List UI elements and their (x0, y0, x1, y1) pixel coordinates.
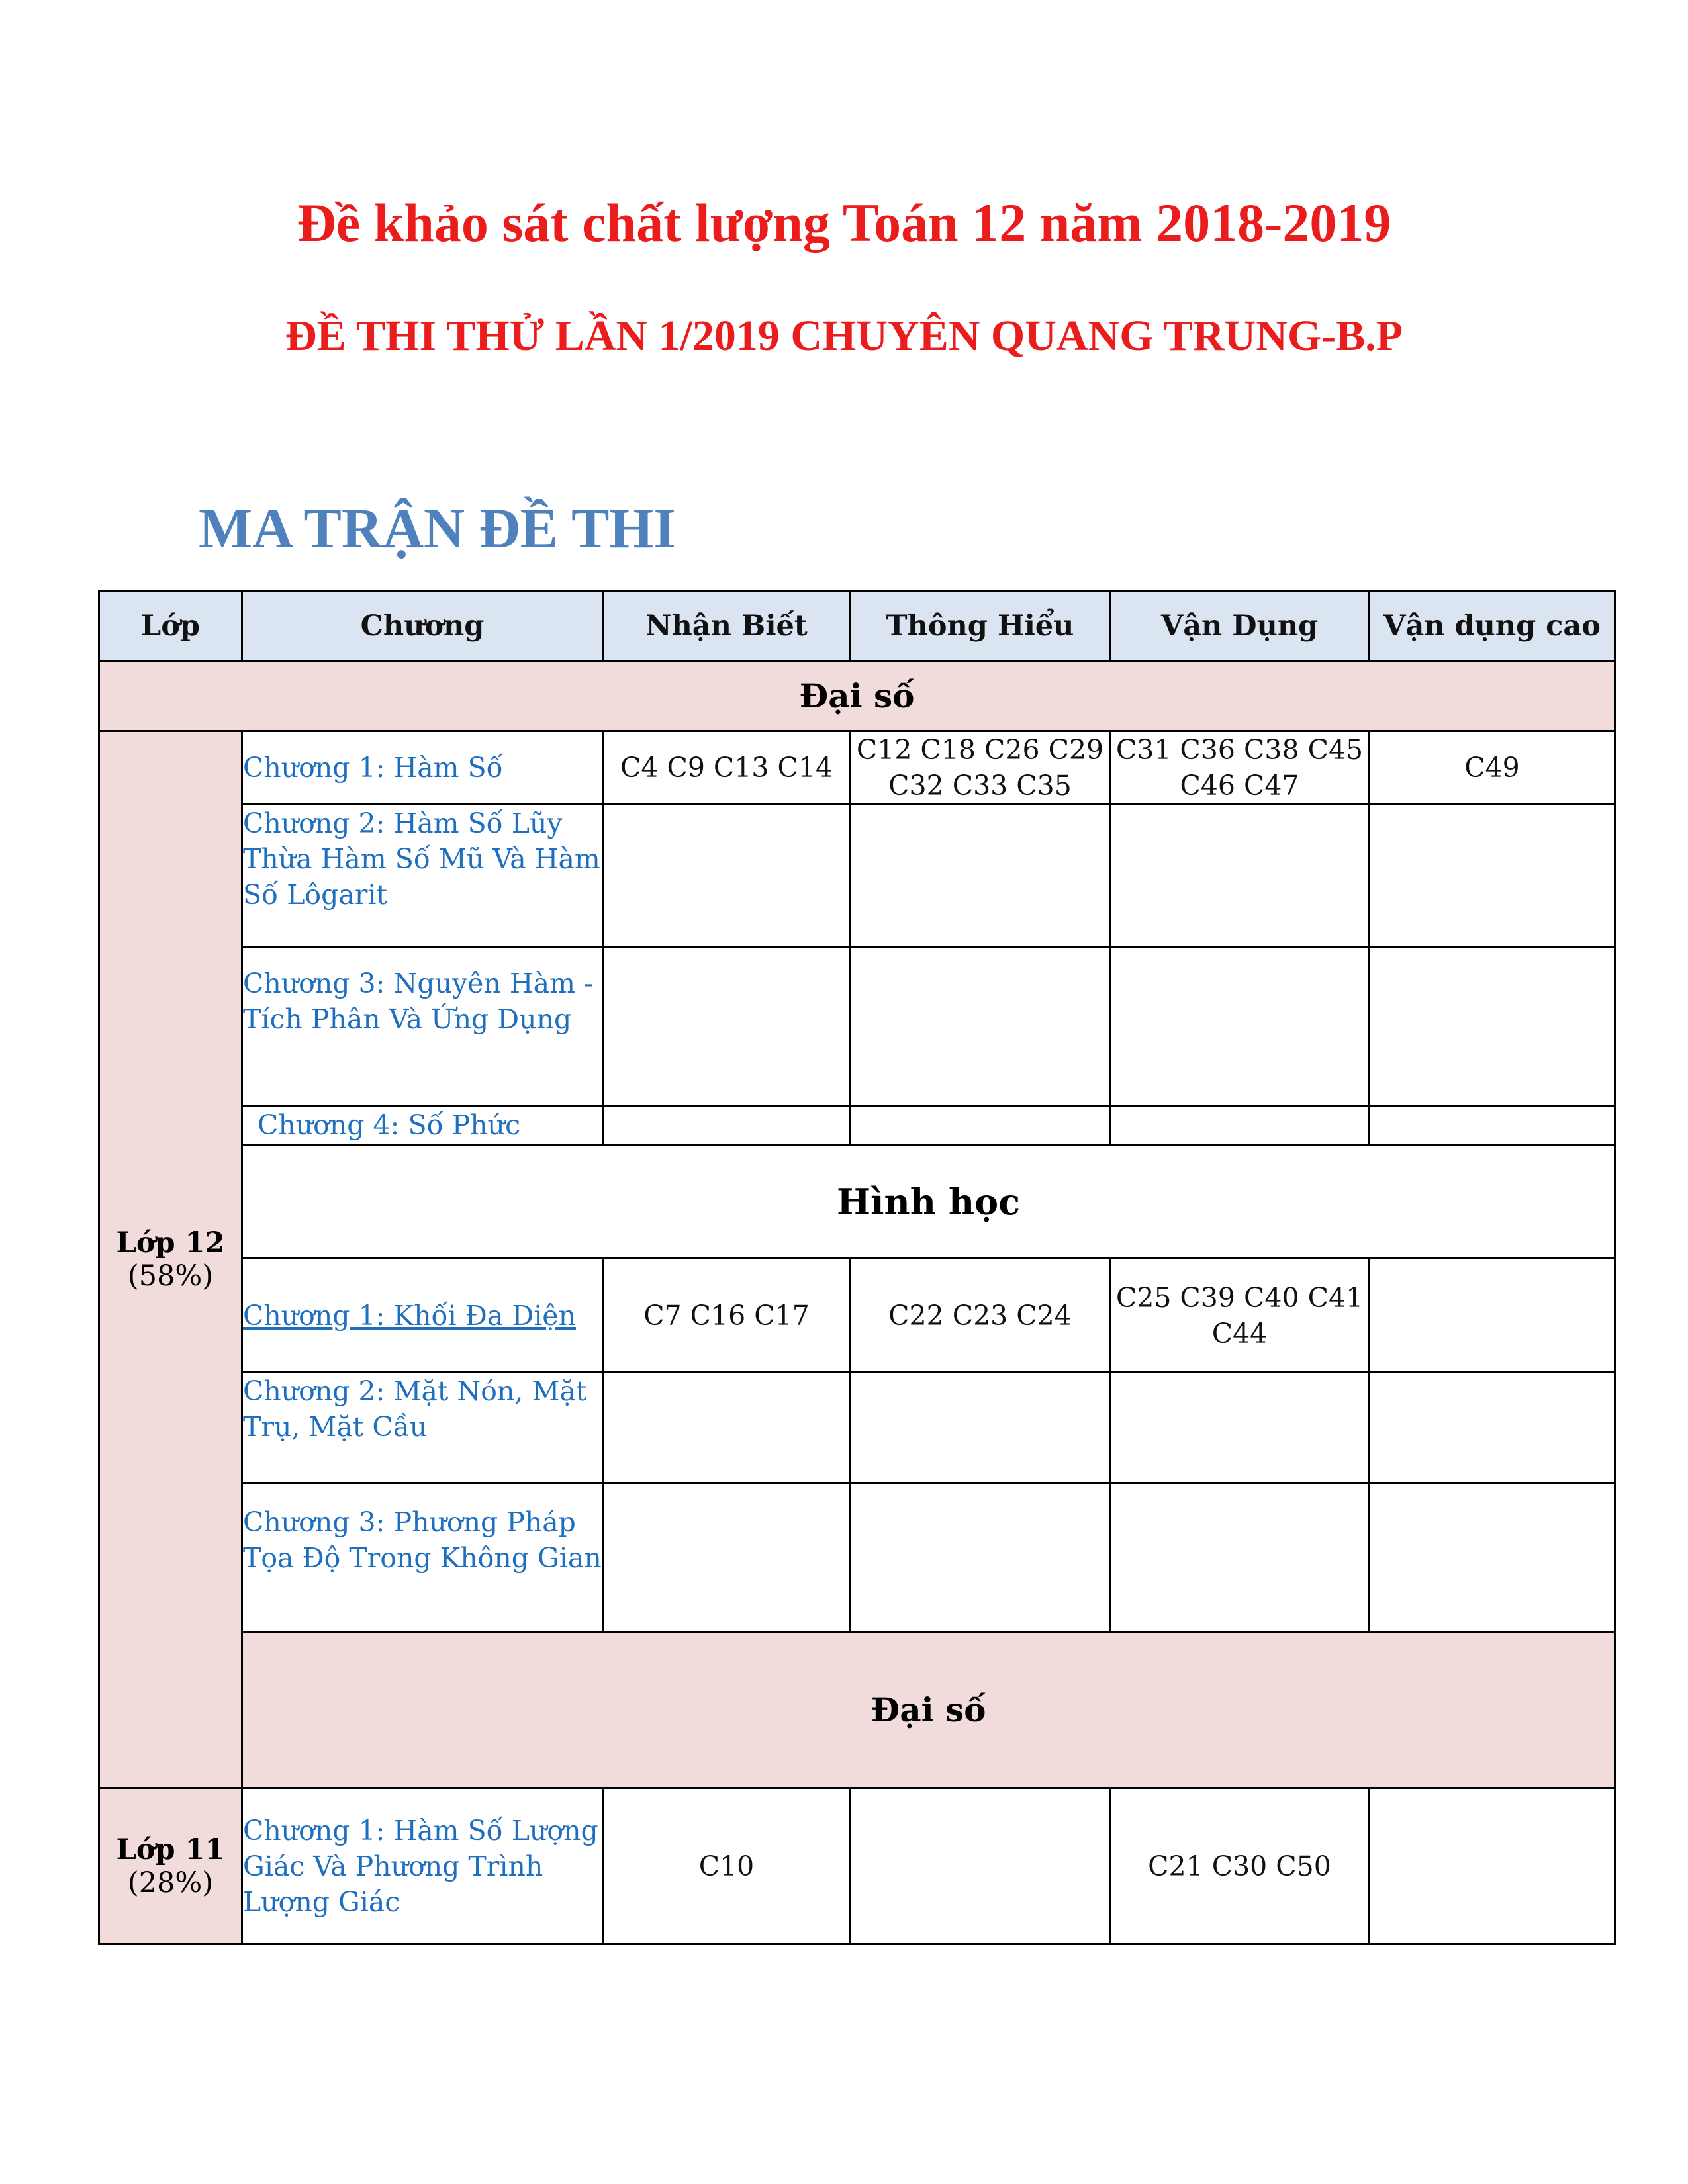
section-dai-so: Đại số (242, 1632, 1615, 1788)
table-header-row (99, 591, 1615, 661)
document-subtitle: ĐỀ THI THỬ LẦN 1/2019 CHUYÊN QUANG TRUNG-B.P (285, 312, 1403, 360)
section-row (99, 661, 1615, 731)
lop-12-percent: (58%) (127, 1259, 214, 1293)
table-row (99, 731, 1615, 805)
header-van-dung-cao: Vận dụng cao (1370, 591, 1615, 661)
van-dung-cao-cell (1370, 805, 1615, 948)
header-van-dung: Vận Dụng (1110, 591, 1370, 661)
table-row (99, 948, 1615, 1107)
thong-hieu-cell (851, 805, 1110, 948)
table-row (99, 1373, 1615, 1484)
table-row (99, 1484, 1615, 1632)
chapter-cell: Chương 1: Hàm Số (242, 731, 603, 805)
nhan-biet-cell: C7 C16 C17 (603, 1259, 851, 1373)
van-dung-cao-cell (1370, 1788, 1615, 1944)
van-dung-cao-cell (1370, 1484, 1615, 1632)
table-row (99, 1259, 1615, 1373)
document-title: Đề khảo sát chất lượng Toán 12 năm 2018-2019 (297, 193, 1391, 253)
van-dung-cao-cell (1370, 1259, 1615, 1373)
van-dung-cao-cell: C49 (1370, 731, 1615, 805)
thong-hieu-cell (851, 1373, 1110, 1484)
exam-matrix-table (98, 590, 1616, 1945)
chapter-link[interactable]: Chương 1: Khối Đa Diện (243, 1299, 576, 1332)
thong-hieu-cell: C12 C18 C26 C29 C32 C33 C35 (851, 731, 1110, 805)
nhan-biet-cell (603, 1484, 851, 1632)
header-nhan-biet: Nhận Biết (603, 591, 851, 661)
table-row (99, 1107, 1615, 1145)
section-row (99, 1632, 1615, 1788)
van-dung-cell: C21 C30 C50 (1110, 1788, 1370, 1944)
chapter-cell: Chương 1: Hàm Số Lượng Giác Và Phương Trình Lượng Giác (242, 1788, 603, 1944)
van-dung-cao-cell (1370, 1373, 1615, 1484)
lop-11-cell (99, 1788, 242, 1944)
lop-11-percent: (28%) (127, 1866, 214, 1899)
nhan-biet-cell (603, 1373, 851, 1484)
section-dai-so: Đại số (99, 661, 1615, 731)
van-dung-cell: C31 C36 C38 C45 C46 C47 (1110, 731, 1370, 805)
van-dung-cao-cell (1370, 1107, 1615, 1145)
thong-hieu-cell (851, 1788, 1110, 1944)
van-dung-cell (1110, 1107, 1370, 1145)
thong-hieu-cell: C22 C23 C24 (851, 1259, 1110, 1373)
chapter-cell: Chương 2: Mặt Nón, Mặt Trụ, Mặt Cầu (242, 1373, 603, 1484)
nhan-biet-cell (603, 805, 851, 948)
chapter-cell (242, 1259, 603, 1373)
nhan-biet-cell: C4 C9 C13 C14 (603, 731, 851, 805)
section-hinh-hoc: Hình học (242, 1145, 1615, 1259)
van-dung-cell (1110, 1484, 1370, 1632)
nhan-biet-cell: C10 (603, 1788, 851, 1944)
table-row (99, 805, 1615, 948)
section-row (99, 1145, 1615, 1259)
nhan-biet-cell (603, 948, 851, 1107)
van-dung-cao-cell (1370, 948, 1615, 1107)
chapter-cell: Chương 2: Hàm Số Lũy Thừa Hàm Số Mũ Và Hàm Số Lôgarit (242, 805, 603, 948)
thong-hieu-cell (851, 948, 1110, 1107)
chapter-cell: Chương 3: Nguyên Hàm - Tích Phân Và Ứng Dụng (242, 948, 603, 1107)
lop-12-label: Lớp 12 (116, 1226, 225, 1259)
lop-11-label: Lớp 11 (116, 1833, 225, 1866)
matrix-heading: MA TRẬN ĐỀ THI (199, 496, 676, 560)
header-thong-hieu: Thông Hiểu (851, 591, 1110, 661)
van-dung-cell (1110, 805, 1370, 948)
header-chuong: Chương (242, 591, 603, 661)
thong-hieu-cell (851, 1107, 1110, 1145)
table-row (99, 1788, 1615, 1944)
chapter-cell: Chương 3: Phương Pháp Tọa Độ Trong Không Gian (242, 1484, 603, 1632)
header-lop: Lớp (99, 591, 242, 661)
nhan-biet-cell (603, 1107, 851, 1145)
van-dung-cell (1110, 1373, 1370, 1484)
van-dung-cell (1110, 948, 1370, 1107)
chapter-cell: Chương 4: Số Phức (242, 1107, 603, 1145)
van-dung-cell: C25 C39 C40 C41 C44 (1110, 1259, 1370, 1373)
thong-hieu-cell (851, 1484, 1110, 1632)
lop-12-cell (99, 731, 242, 1788)
